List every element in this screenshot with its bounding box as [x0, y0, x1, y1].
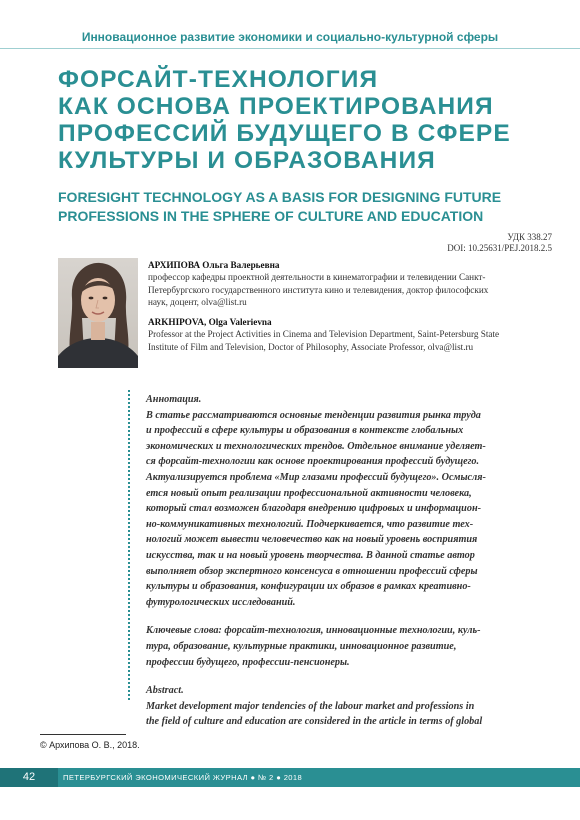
keywords-ru-line: профессии будущего, профессии-пенсионеры. — [146, 656, 350, 668]
abstract-ru-line: но-коммуникативных технологий. Подчеркивается, что развитие тех- — [146, 518, 474, 530]
article-title-en — [58, 188, 538, 226]
abstract-ru-line: футурологических исследований. — [146, 596, 296, 608]
abstract-dotted-rule — [128, 390, 132, 700]
author-photo — [58, 258, 138, 368]
keywords-ru-line: Ключевые слова: форсайт-технология, инновационные технологии, куль- — [146, 625, 481, 637]
abstract-ru-line: ся форсайт-технологии как основе проектирования профессий будущего. — [146, 456, 480, 468]
abstract-ru-line: и профессий в сфере культуры и образования в контексте глобальных — [146, 425, 464, 437]
doi-code: DOI: 10.25631/PEJ.2018.2.5 — [447, 243, 552, 253]
title-ru-line: ПРОФЕССИЙ БУДУЩЕГО В СФЕРЕ — [58, 120, 511, 147]
abstract-ru-line: искусства, так и на новый уровень творчества. В данной статье автор — [146, 549, 475, 561]
classification-block — [447, 232, 552, 254]
abstract-ru-line: ется новый опыт реализации профессиональной активности человека, — [146, 487, 472, 499]
abstract-ru-line: нологий может вывести человечество как на новый уровень восприятия — [146, 534, 478, 546]
abstract-ru-line: экономических и технологических трендов. Отдельное внимание уделяет- — [146, 440, 486, 452]
title-en-line: PROFESSIONS IN THE SPHERE OF CULTURE AND EDUCATION — [58, 208, 484, 224]
title-en-line: FORESIGHT TECHNOLOGY AS A BASIS FOR DESIGNING FUTURE — [58, 189, 502, 205]
abstract-en-heading: Abstract. — [146, 685, 184, 697]
abstract-en-line: the field of culture and education are considered in the article in terms of global — [146, 716, 483, 728]
abstract-en-line: Market development major tendencies of the labour market and professions in — [146, 700, 475, 712]
title-ru-line: ФОРСАЙТ-ТЕХНОЛОГИЯ — [58, 66, 379, 93]
author-portrait-image — [58, 258, 138, 368]
page-number: 42 — [0, 768, 58, 787]
article-title-ru — [58, 66, 538, 174]
abstract-ru-line: выполняет обзор экспертного консенсуса в отношении профессий сферы — [146, 565, 478, 577]
author-name-ru: АРХИПОВА Ольга Валерьевна — [148, 260, 280, 270]
author-affiliation-ru-line: Петербургского государственного института кино и телевидения, доктор философских — [148, 284, 489, 295]
abstract-ru-line: В статье рассматриваются основные тенденции развития рынка труда — [146, 409, 481, 421]
header-divider — [0, 48, 580, 49]
abstract-ru-line: культуры и образования, конфигурации их образов в рамках креативно- — [146, 581, 471, 593]
author-affiliation-en-line: Professor at the Project Activities in Cinema and Television Department, Saint-Petersburg State — [148, 329, 500, 340]
abstract-section — [146, 392, 532, 730]
author-affiliation-en-line: Institute of Film and Television, Doctor of Philosophy, Associate Professor, olva@list.ru — [148, 341, 474, 352]
author-info — [148, 259, 548, 353]
abstract-ru-heading: Аннотация. — [146, 394, 202, 405]
author-name-en: ARKHIPOVA, Olga Valerievna — [148, 317, 272, 328]
abstract-ru-line: Актуализируется проблема «Мир глазами профессий будущего». Осмысля- — [146, 471, 486, 483]
author-affiliation-ru-line: наук, доцент, olva@list.ru — [148, 296, 247, 307]
udk-code: УДК 338.27 — [507, 232, 552, 242]
copyright-note: © Архипова О. В., 2018. — [40, 740, 140, 750]
title-ru-line: КАК ОСНОВА ПРОЕКТИРОВАНИЯ — [58, 93, 494, 120]
title-ru-line: КУЛЬТУРЫ И ОБРАЗОВАНИЯ — [58, 147, 436, 174]
journal-section-title: Инновационное развитие экономики и социально-культурной сферы — [81, 30, 499, 44]
abstract-ru-line: который стал возможен благодаря внедрению цифровых и информацион- — [146, 503, 481, 515]
journal-name-footer: ПЕТЕРБУРГСКИЙ ЭКОНОМИЧЕСКИЙ ЖУРНАЛ ● № 2 ● 2018 — [63, 773, 303, 782]
author-affiliation-ru-line: профессор кафедры проектной деятельности в кинематографии и телевидении Санкт- — [148, 272, 486, 283]
footnote-divider — [40, 734, 126, 735]
keywords-ru-line: тура, образование, культурные практики, инновационное развитие, — [146, 640, 457, 652]
running-header — [0, 0, 580, 50]
